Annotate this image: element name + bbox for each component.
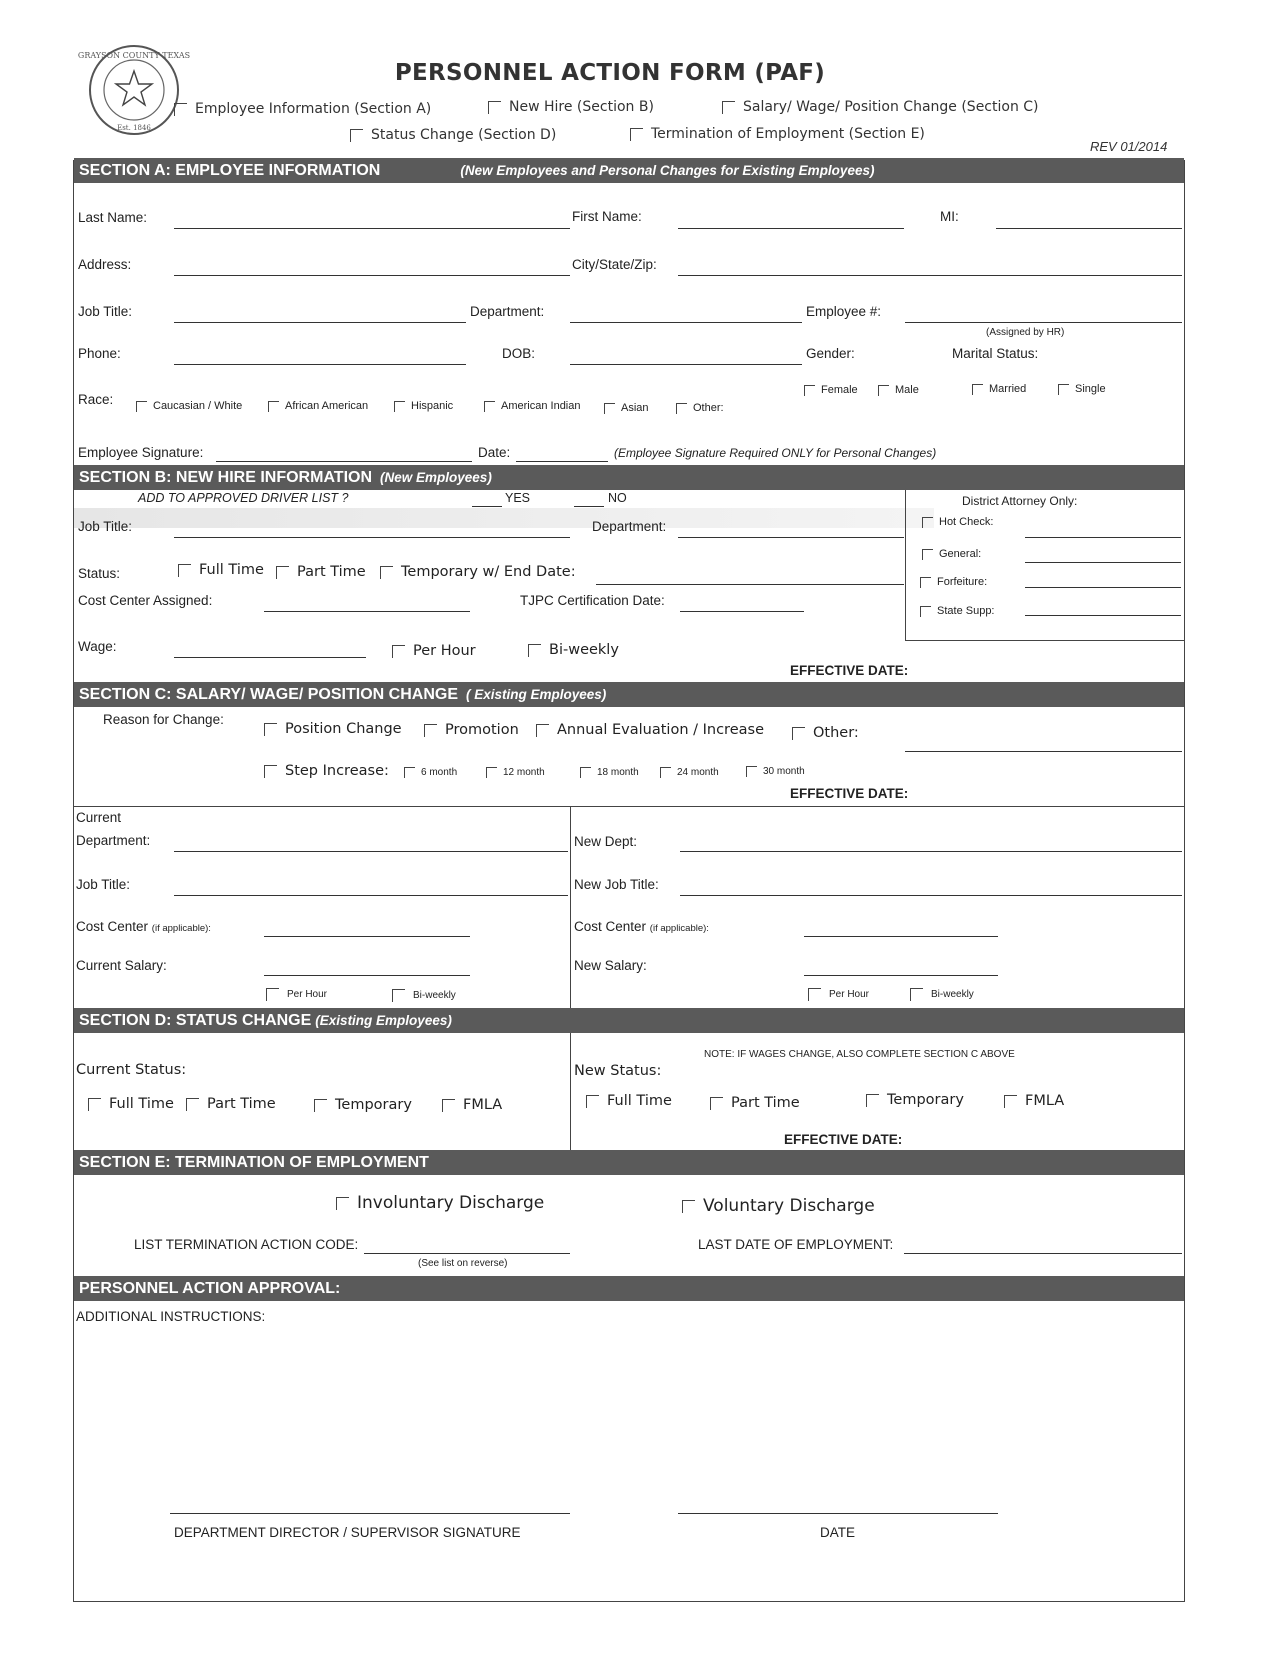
race-label: Race: — [78, 392, 114, 407]
first-name-field[interactable] — [678, 228, 904, 229]
approval-date-label: DATE — [820, 1525, 856, 1540]
current-cost-center-label: Cost Center (if applicable): — [76, 919, 211, 934]
option-termination[interactable]: Termination of Employment (Section E) — [630, 126, 925, 142]
checkbox-icon[interactable] — [676, 403, 687, 414]
checkbox-icon[interactable] — [488, 101, 501, 114]
current-status-option-part-time[interactable]: Part Time — [186, 1096, 276, 1112]
reason-option-promotion[interactable]: Promotion — [424, 722, 519, 738]
signature-note: (Employee Signature Required ONLY for Personal Changes) — [614, 446, 937, 460]
checkbox-icon[interactable] — [268, 401, 279, 412]
checkbox-icon[interactable] — [442, 1099, 455, 1112]
driver-yes-field[interactable] — [472, 506, 502, 507]
reason-option-position-change[interactable]: Position Change — [264, 721, 402, 737]
salary-change-effective-date-label: EFFECTIVE DATE: — [790, 786, 909, 801]
county-seal — [77, 44, 191, 136]
new-cost-center-field[interactable] — [804, 936, 998, 937]
da-option-state-supp[interactable]: State Supp: — [920, 605, 995, 617]
reason-option-other[interactable]: Other: — [792, 725, 859, 741]
wage-option-per-hour[interactable]: Per Hour — [392, 643, 476, 659]
driver-yes-label: YES — [505, 491, 531, 505]
checkbox-icon[interactable] — [808, 988, 821, 1001]
new-dept-field[interactable] — [680, 851, 1182, 852]
last-date-of-employment-label: LAST DATE OF EMPLOYMENT: — [698, 1237, 894, 1252]
gender-option-female[interactable]: Female — [804, 384, 858, 396]
step-option-12-month[interactable]: 12 month — [486, 767, 545, 778]
checkbox-icon[interactable] — [392, 989, 405, 1002]
da-hot-check-field[interactable] — [1025, 537, 1181, 538]
da-option-hot-check[interactable]: Hot Check: — [922, 516, 993, 528]
department-label: Department: — [470, 304, 545, 319]
wage-option-bi-weekly[interactable]: Bi-weekly — [528, 642, 619, 658]
city-field[interactable] — [678, 275, 1182, 276]
status-change-effective-date-label: EFFECTIVE DATE: — [784, 1132, 903, 1147]
address-field[interactable] — [174, 275, 570, 276]
checkbox-icon[interactable] — [536, 724, 549, 737]
checkbox-icon[interactable] — [604, 403, 615, 414]
option-salary-change[interactable]: Salary/ Wage/ Position Change (Section C) — [722, 99, 1039, 115]
dob-label: DOB: — [502, 346, 536, 361]
new-status-option-temporary[interactable]: Temporary — [866, 1092, 964, 1108]
phone-field[interactable] — [174, 364, 466, 365]
section-c-header: SECTION C: SALARY/ WAGE/ POSITION CHANGE ( Existing Employees) — [74, 682, 1184, 707]
voluntary-discharge-option[interactable]: Voluntary Discharge — [682, 1196, 875, 1216]
employee-number-field[interactable] — [905, 322, 1182, 323]
new-status-option-part-time[interactable]: Part Time — [710, 1095, 800, 1111]
tjpc-date-label: TJPC Certification Date: — [520, 593, 665, 608]
additional-instructions-label: ADDITIONAL INSTRUCTIONS: — [76, 1309, 266, 1324]
checkbox-icon[interactable] — [722, 101, 735, 114]
checkbox-icon[interactable] — [392, 645, 405, 658]
last-date-of-employment-field[interactable] — [904, 1253, 1182, 1254]
checkbox-icon[interactable] — [922, 517, 933, 528]
assigned-by-hr-note: (Assigned by HR) — [986, 327, 1065, 338]
new-status-label: New Status: — [574, 1063, 662, 1079]
checkbox-icon[interactable] — [866, 1094, 879, 1107]
page-title: PERSONNEL ACTION FORM (PAF) — [394, 60, 826, 86]
new-pay-option-bi-weekly[interactable]: Bi-weekly — [910, 988, 974, 1001]
race-option-other[interactable]: Other: — [676, 402, 724, 414]
seal-bottom-text: Est. 1846 — [117, 124, 151, 132]
wage-field[interactable] — [174, 657, 366, 658]
reason-option-annual-evaluation[interactable]: Annual Evaluation / Increase — [536, 722, 764, 738]
checkbox-icon[interactable] — [528, 644, 541, 657]
checkbox-icon[interactable] — [380, 566, 393, 579]
current-job-title-label: Job Title: — [76, 877, 131, 892]
checkbox-icon[interactable] — [804, 385, 815, 396]
checkbox-icon[interactable] — [910, 988, 923, 1001]
race-option-african-american[interactable]: African American — [268, 400, 368, 412]
divider — [570, 806, 571, 1013]
new-hire-job-title-field[interactable] — [174, 537, 570, 538]
job-title-label: Job Title: — [78, 304, 133, 319]
wage-label: Wage: — [78, 639, 117, 654]
step-option-6-month[interactable]: 6 month — [404, 767, 457, 778]
new-salary-field[interactable] — [804, 975, 998, 976]
checkbox-icon[interactable] — [178, 564, 191, 577]
job-title-field[interactable] — [174, 322, 466, 323]
checkbox-icon[interactable] — [920, 606, 931, 617]
race-option-caucasian[interactable]: Caucasian / White — [136, 400, 242, 412]
option-new-hire[interactable]: New Hire (Section B) — [488, 99, 654, 115]
new-hire-department-field[interactable] — [678, 537, 904, 538]
current-salary-field[interactable] — [264, 975, 470, 976]
step-option-18-month[interactable]: 18 month — [580, 767, 639, 778]
current-cost-center-field[interactable] — [264, 936, 470, 937]
new-hire-effective-date-label: EFFECTIVE DATE: — [790, 663, 909, 678]
temporary-end-date-field[interactable] — [596, 584, 904, 585]
new-dept-label: New Dept: — [574, 834, 638, 849]
involuntary-discharge-option[interactable]: Involuntary Discharge — [336, 1193, 544, 1213]
checkbox-icon[interactable] — [878, 385, 889, 396]
checkbox-icon[interactable] — [586, 1095, 599, 1108]
da-option-forfeiture[interactable]: Forfeiture: — [920, 576, 987, 588]
reason-other-field[interactable] — [905, 751, 1182, 752]
checkbox-icon[interactable] — [276, 566, 289, 579]
checkbox-icon[interactable] — [424, 724, 437, 737]
checkbox-icon[interactable] — [350, 129, 363, 142]
checkbox-icon[interactable] — [484, 401, 495, 412]
new-salary-label: New Salary: — [574, 958, 647, 973]
checkbox-icon[interactable] — [972, 384, 983, 395]
da-general-field[interactable] — [1025, 562, 1181, 563]
driver-no-label: NO — [608, 491, 627, 505]
district-attorney-box — [905, 490, 1185, 641]
da-option-general[interactable]: General: — [922, 548, 981, 560]
gender-label: Gender: — [806, 346, 855, 361]
current-label: Current — [76, 810, 122, 825]
new-job-title-field[interactable] — [680, 895, 1182, 896]
seal-top-text: GRAYSON COUNTY TEXAS — [77, 51, 191, 60]
checkbox-icon[interactable] — [660, 767, 671, 778]
new-hire-department-label: Department: — [592, 519, 667, 534]
checkbox-icon[interactable] — [922, 549, 933, 560]
checkbox-icon[interactable] — [174, 103, 187, 116]
checkbox-icon[interactable] — [404, 767, 415, 778]
new-status-option-full-time[interactable]: Full Time — [586, 1093, 672, 1109]
section-d-header: SECTION D: STATUS CHANGE (Existing Employees) — [74, 1008, 1184, 1033]
termination-action-code-label: LIST TERMINATION ACTION CODE: — [134, 1237, 359, 1252]
current-status-option-full-time[interactable]: Full Time — [88, 1096, 174, 1112]
marital-option-single[interactable]: Single — [1058, 383, 1106, 395]
department-field[interactable] — [570, 322, 802, 323]
wage-change-note: NOTE: IF WAGES CHANGE, ALSO COMPLETE SECTION C ABOVE — [704, 1049, 1015, 1060]
district-attorney-title: District Attorney Only: — [962, 494, 1078, 508]
cost-center-assigned-label: Cost Center Assigned: — [78, 593, 213, 608]
checkbox-icon[interactable] — [710, 1097, 723, 1110]
employee-signature-label: Employee Signature: — [78, 445, 204, 460]
status-option-temporary[interactable]: Temporary w/ End Date: — [380, 564, 576, 580]
termination-action-code-field[interactable] — [364, 1253, 570, 1254]
current-pay-option-per-hour[interactable]: Per Hour — [266, 988, 327, 1001]
checkbox-icon[interactable] — [394, 401, 405, 412]
section-a-header: SECTION A: EMPLOYEE INFORMATION (New Employees and Personal Changes for Existing Employees) — [74, 158, 1184, 183]
employee-signature-field[interactable] — [216, 461, 472, 462]
driver-list-band — [74, 508, 934, 528]
current-status-option-fmla[interactable]: FMLA — [442, 1097, 502, 1113]
checkbox-icon[interactable] — [314, 1099, 327, 1112]
signature-date-label: Date: — [478, 445, 511, 460]
new-status-option-fmla[interactable]: FMLA — [1004, 1093, 1064, 1109]
current-status-label: Current Status: — [76, 1062, 187, 1078]
race-option-asian[interactable]: Asian — [604, 402, 649, 414]
da-forfeiture-field[interactable] — [1025, 587, 1181, 588]
current-department-field[interactable] — [174, 851, 568, 852]
option-status-change[interactable]: Status Change (Section D) — [350, 127, 556, 143]
cost-center-assigned-field[interactable] — [264, 611, 470, 612]
new-job-title-label: New Job Title: — [574, 877, 659, 892]
dob-field[interactable] — [570, 364, 802, 365]
checkbox-icon[interactable] — [136, 401, 147, 412]
new-hire-status-label: Status: — [78, 566, 121, 581]
checkbox-icon[interactable] — [682, 1200, 695, 1213]
race-option-hispanic[interactable]: Hispanic — [394, 400, 453, 412]
marital-status-label: Marital Status: — [952, 346, 1039, 361]
current-pay-option-bi-weekly[interactable]: Bi-weekly — [392, 989, 456, 1002]
new-cost-center-label: Cost Center (if applicable): — [574, 919, 709, 934]
status-option-part-time[interactable]: Part Time — [276, 564, 366, 580]
current-salary-label: Current Salary: — [76, 958, 167, 973]
divider — [74, 806, 1184, 807]
race-option-american-indian[interactable]: American Indian — [484, 400, 581, 412]
employee-number-label: Employee #: — [806, 304, 882, 319]
checkbox-icon[interactable] — [266, 988, 279, 1001]
current-job-title-field[interactable] — [174, 895, 568, 896]
city-label: City/State/Zip: — [572, 257, 657, 272]
revision-label: REV 01/2014 — [1090, 139, 1168, 154]
tjpc-date-field[interactable] — [680, 611, 804, 612]
step-option-30-month[interactable]: 30 month — [746, 766, 805, 777]
checkbox-icon[interactable] — [264, 723, 277, 736]
checkbox-icon[interactable] — [1004, 1095, 1017, 1108]
mi-field[interactable] — [996, 228, 1182, 229]
checkbox-icon[interactable] — [746, 766, 757, 777]
da-state-supp-field[interactable] — [1025, 615, 1181, 616]
marital-option-married[interactable]: Married — [972, 383, 1026, 395]
reason-for-change-label: Reason for Change: — [103, 712, 224, 727]
step-increase-option[interactable]: Step Increase: — [264, 763, 389, 779]
last-name-label: Last Name: — [78, 210, 148, 225]
driver-no-field[interactable] — [574, 506, 604, 507]
checkbox-icon[interactable] — [792, 727, 805, 740]
address-label: Address: — [78, 257, 132, 272]
approval-header: PERSONNEL ACTION APPROVAL: — [74, 1276, 1184, 1301]
driver-list-label: ADD TO APPROVED DRIVER LIST ? — [138, 491, 349, 505]
new-hire-job-title-label: Job Title: — [78, 519, 133, 534]
checkbox-icon[interactable] — [486, 767, 497, 778]
section-e-header: SECTION E: TERMINATION OF EMPLOYMENT — [74, 1150, 1184, 1175]
step-option-24-month[interactable]: 24 month — [660, 767, 719, 778]
checkbox-icon[interactable] — [920, 577, 931, 588]
supervisor-signature-field[interactable] — [170, 1513, 570, 1514]
divider — [570, 1033, 571, 1161]
checkbox-icon[interactable] — [264, 765, 277, 778]
phone-label: Phone: — [78, 346, 121, 361]
gender-option-male[interactable]: Male — [878, 384, 919, 396]
option-employee-information[interactable]: Employee Information (Section A) — [174, 101, 431, 117]
checkbox-icon[interactable] — [1058, 384, 1069, 395]
checkbox-icon[interactable] — [336, 1197, 349, 1210]
signature-date-field[interactable] — [516, 461, 608, 462]
first-name-label: First Name: — [572, 209, 642, 224]
approval-date-field[interactable] — [678, 1513, 998, 1514]
checkbox-icon[interactable] — [186, 1098, 199, 1111]
checkbox-icon[interactable] — [580, 767, 591, 778]
current-status-option-temporary[interactable]: Temporary — [314, 1097, 412, 1113]
checkbox-icon[interactable] — [630, 128, 643, 141]
status-option-full-time[interactable]: Full Time — [178, 562, 264, 578]
section-b-header: SECTION B: NEW HIRE INFORMATION (New Employees) — [74, 465, 1184, 490]
mi-label: MI: — [940, 209, 959, 224]
see-list-note: (See list on reverse) — [418, 1258, 508, 1269]
new-pay-option-per-hour[interactable]: Per Hour — [808, 988, 869, 1001]
last-name-field[interactable] — [174, 228, 570, 229]
current-department-label: Department: — [76, 833, 151, 848]
checkbox-icon[interactable] — [88, 1098, 101, 1111]
supervisor-signature-label: DEPARTMENT DIRECTOR / SUPERVISOR SIGNATURE — [174, 1525, 521, 1540]
